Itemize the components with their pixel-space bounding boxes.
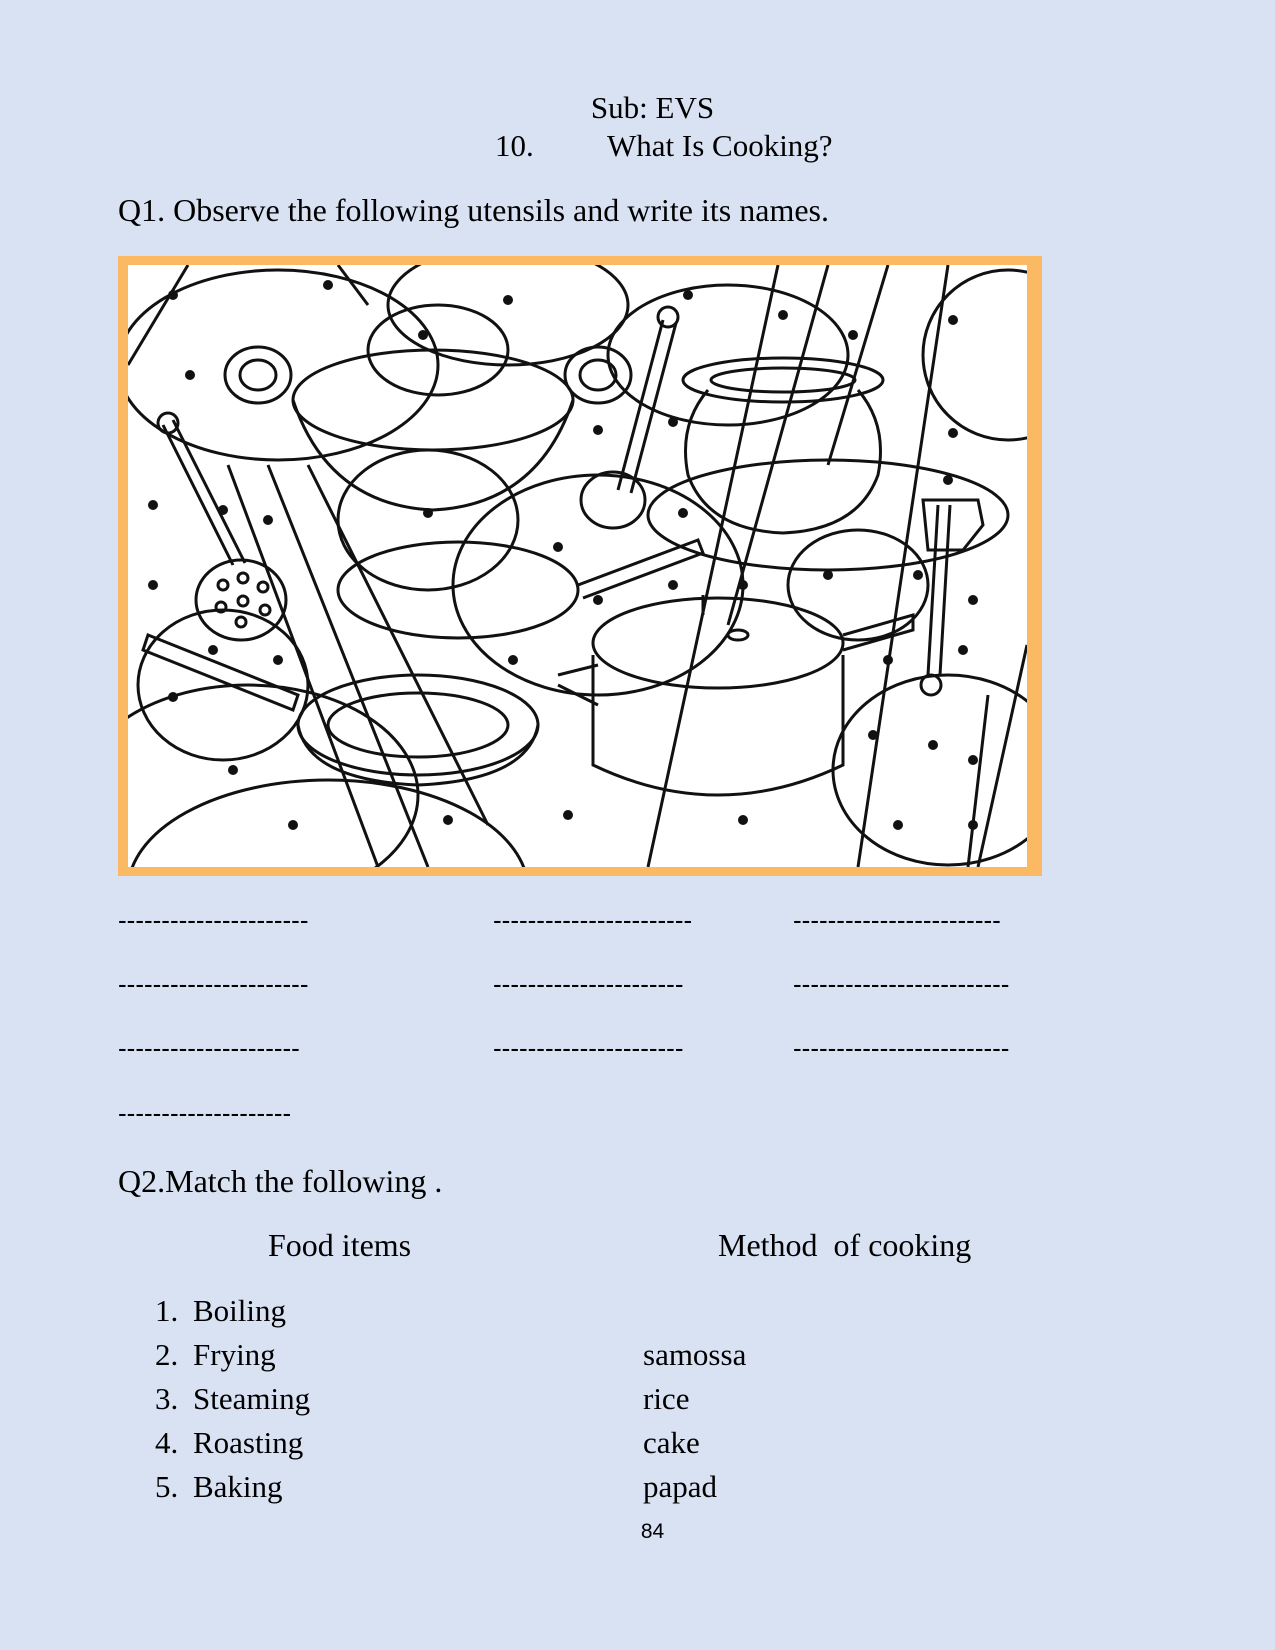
list-item-number: 1.	[155, 1293, 179, 1328]
page-number: 84	[640, 1520, 665, 1543]
subject-heading: Sub: EVS	[590, 90, 715, 125]
match-option: cake	[643, 1425, 700, 1460]
answer-line[interactable]: -------------------------	[793, 969, 1010, 999]
question-1-prompt: Q1. Observe the following utensils and write its names.	[118, 192, 829, 228]
list-item: Roasting	[193, 1425, 304, 1460]
list-item: Frying	[193, 1337, 276, 1372]
answer-line[interactable]: ----------------------	[118, 905, 309, 935]
question-2-prompt: Q2.Match the following .	[118, 1163, 443, 1199]
answer-line[interactable]: -------------------------	[793, 1033, 1010, 1063]
match-option: samossa	[643, 1337, 747, 1372]
chapter-title: What Is Cooking?	[607, 128, 833, 163]
answer-line[interactable]: ----------------------	[493, 1033, 684, 1063]
list-item-number: 3.	[155, 1381, 179, 1416]
answer-line[interactable]: ---------------------	[118, 1033, 300, 1063]
utensils-illustration	[118, 256, 1042, 876]
list-item: Baking	[193, 1469, 283, 1504]
list-item-number: 2.	[155, 1337, 179, 1372]
answer-line[interactable]: ----------------------	[493, 969, 684, 999]
match-option: papad	[643, 1469, 718, 1504]
list-item-number: 5.	[155, 1469, 179, 1504]
chapter-number: 10.	[495, 128, 534, 163]
match-option: rice	[643, 1381, 690, 1416]
answer-line[interactable]: ------------------------	[793, 905, 1001, 935]
answer-line[interactable]: -----------------------	[493, 905, 693, 935]
food-items-heading: Food items	[268, 1227, 412, 1263]
list-item: Boiling	[193, 1293, 287, 1328]
list-item-number: 4.	[155, 1425, 179, 1460]
utensils-drawing	[128, 265, 1027, 867]
method-heading: Method of cooking	[718, 1227, 972, 1263]
answer-line[interactable]: --------------------	[118, 1098, 292, 1128]
answer-line[interactable]: ----------------------	[118, 969, 309, 999]
list-item: Steaming	[193, 1381, 311, 1416]
